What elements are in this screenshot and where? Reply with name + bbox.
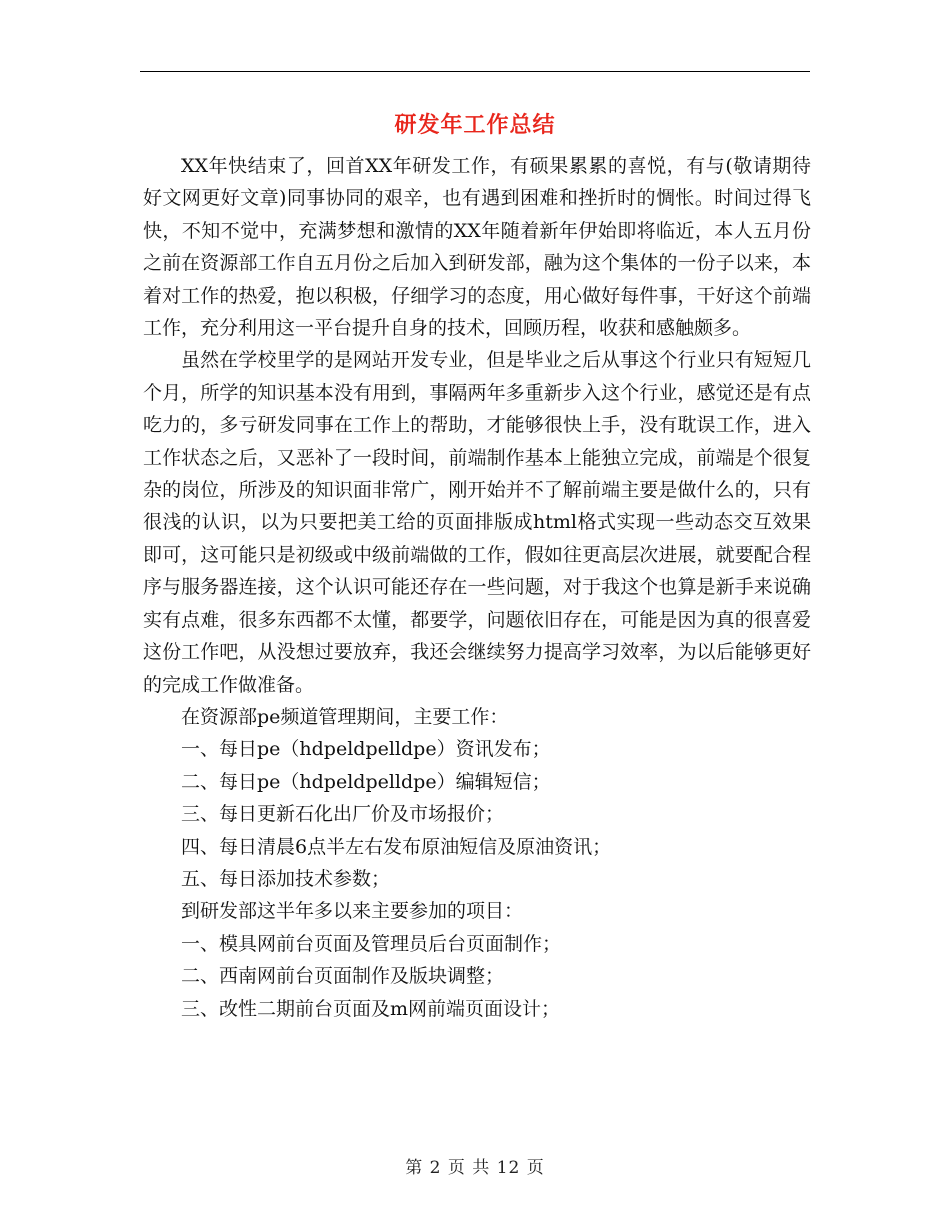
header-rule bbox=[140, 71, 810, 72]
paragraph-intro: XX年快结束了，回首XX年研发工作，有硕果累累的喜悦，有与(敬请期待好文网更好文章)同事协同的艰辛，也有遇到困难和挫折时的惆怅。时间过得飞快，不知不觉中，充满梦想和激情的XX年随着新年伊始即将临近，本人五月份之前在资源部工作自五月份之后加入到研发部，融为这个集体的一份子以来，本着对工作的热爱，抱以积极，仔细学习的态度，用心做好每件事，干好这个前端工作，充分利用这一平台提升自身的技术，回顾历程，收获和感触颇多。 bbox=[143, 155, 811, 340]
list-item: 一、每日pe（hdpeldpelldpe）资讯发布； bbox=[181, 738, 551, 761]
resource-duties-heading: 在资源部pe频道管理期间，主要工作： bbox=[181, 705, 509, 728]
paragraph-experience: 虽然在学校里学的是网站开发专业，但是毕业之后从事这个行业只有短短几个月，所学的知识基本没有用到，事隔两年多重新步入这个行业，感觉还是有点吃力的，多亏研发同事在工作上的帮助，才能够很快上手，没有耽误工作，进入工作状态之后，又恶补了一段时间，前端制作基本上能独立完成，前端是个很复杂的岗位，所涉及的知识面非常广，刚开始并不了解前端主要是做什么的，只有很浅的认识，以为只要把美工给的页面排版成html格式实现一些动态交互效果即可，这可能只是初级或中级前端做的工作，假如往更高层次进展，就要配合程序与服务器连接，这个认识可能还存在一些问题，对于我这个也算是新手来说确实有点难，很多东西都不太懂，都要学，问题依旧存在，可能是因为真的很喜爱这份工作吧，从没想过要放弃，我还会继续努力提高学习效率，为以后能够更好的完成工作做准备。 bbox=[143, 349, 811, 696]
rd-projects-heading: 到研发部这半年多以来主要参加的项目： bbox=[181, 900, 524, 923]
document-title: 研发年工作总结 bbox=[394, 112, 556, 138]
list-item: 五、每日添加技术参数； bbox=[181, 867, 391, 890]
list-item: 二、西南网前台页面制作及版块调整； bbox=[181, 965, 505, 988]
list-item: 二、每日pe（hdpeldpelldpe）编辑短信； bbox=[181, 770, 551, 793]
list-item: 三、每日更新石化出厂价及市场报价； bbox=[181, 803, 505, 826]
list-item: 一、模具网前台页面及管理员后台页面制作； bbox=[181, 932, 562, 955]
list-item: 四、每日清晨6点半左右发布原油短信及原油资讯； bbox=[181, 835, 612, 858]
document-body bbox=[143, 150, 811, 1025]
list-item: 三、改性二期前台页面及m网前端页面设计； bbox=[181, 997, 561, 1020]
page-number: 第 2 页 共 12 页 bbox=[405, 1158, 545, 1178]
